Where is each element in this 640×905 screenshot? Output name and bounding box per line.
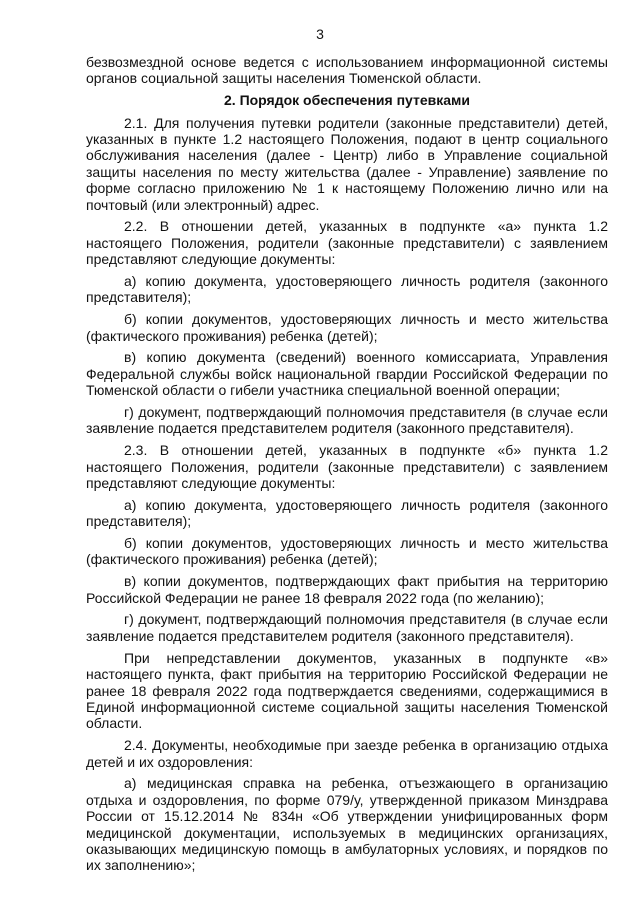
paragraph-2-3-note: При непредставлении документов, указанных в подпункте «в» настоящего пункта, факт прибытия на территорию Российской Федерации не ранее 18 февраля 2022 года подтверждается сведениями, содержащимися в Единой информационной системе социальной защиты населения Тюменской области.	[86, 649, 608, 732]
paragraph-2-2: 2.2. В отношении детей, указанных в подпункте «а» пункта 1.2 настоящего Положения, родители (законные представители) с заявлением представляют следующие документы:	[86, 218, 608, 268]
page-number: 3	[316, 26, 324, 42]
paragraph-2-3: 2.3. В отношении детей, указанных в подпункте «б» пункта 1.2 настоящего Положения, родители (законные представители) с заявлением представляют следующие документы:	[86, 442, 608, 492]
intro-paragraph: безвозмездной основе ведется с использованием информационной системы органов социальной защиты населения Тюменской области.	[86, 54, 608, 87]
list-item-2-2-a: а) копию документа, удостоверяющего личность родителя (законного представителя);	[86, 273, 608, 306]
paragraph-2-1: 2.1. Для получения путевки родители (законные представители) детей, указанных в пункте 1.2 настоящего Положения, подают в центр социального обслуживания населения (далее - Центр) либо в Управление социальной защиты населения по месту жительства (далее - Управление) заявление по форме согласно приложению № 1 к настоящему Положению лично или на почтовый (или электронный) адрес.	[86, 114, 608, 213]
list-item-2-3-b: б) копии документов, удостоверяющих личность и место жительства (фактического проживания) ребенка (детей);	[86, 535, 608, 568]
list-item-2-2-g: г) документ, подтверждающий полномочия представителя (в случае если заявление подается представителем родителя (законного представителя).	[86, 404, 608, 437]
list-item-2-3-v: в) копии документов, подтверждающих факт прибытия на территорию Российской Федерации не ранее 18 февраля 2022 года (по желанию);	[86, 573, 608, 606]
section-heading: 2. Порядок обеспечения путевками	[224, 92, 470, 109]
document-body	[86, 54, 608, 879]
list-item-2-4-a: а) медицинская справка на ребенка, отъезжающего в организацию отдыха и оздоровления, по форме 079/у, утвержденной приказом Минздрава России от 15.12.2014 № 834н «Об утверждении унифицированных форм медицинской документации, используемых в медицинских организациях, оказывающих медицинскую помощь в амбулаторных условиях, и порядков по их заполнению»;	[86, 775, 608, 874]
paragraph-2-4: 2.4. Документы, необходимые при заезде ребенка в организацию отдыха детей и их оздоровления:	[86, 737, 608, 770]
list-item-2-3-g: г) документ, подтверждающий полномочия представителя (в случае если заявление подается представителем родителя (законного представителя).	[86, 611, 608, 644]
list-item-2-2-v: в) копию документа (сведений) военного комиссариата, Управления Федеральной службы войск национальной гвардии Российской Федерации по Тюменской области о гибели участника специальной военной операции;	[86, 349, 608, 399]
list-item-2-3-a: а) копию документа, удостоверяющего личность родителя (законного представителя);	[86, 496, 608, 530]
list-item-2-2-b: б) копии документов, удостоверяющих личность и место жительства (фактического проживания) ребенка (детей);	[86, 311, 608, 344]
